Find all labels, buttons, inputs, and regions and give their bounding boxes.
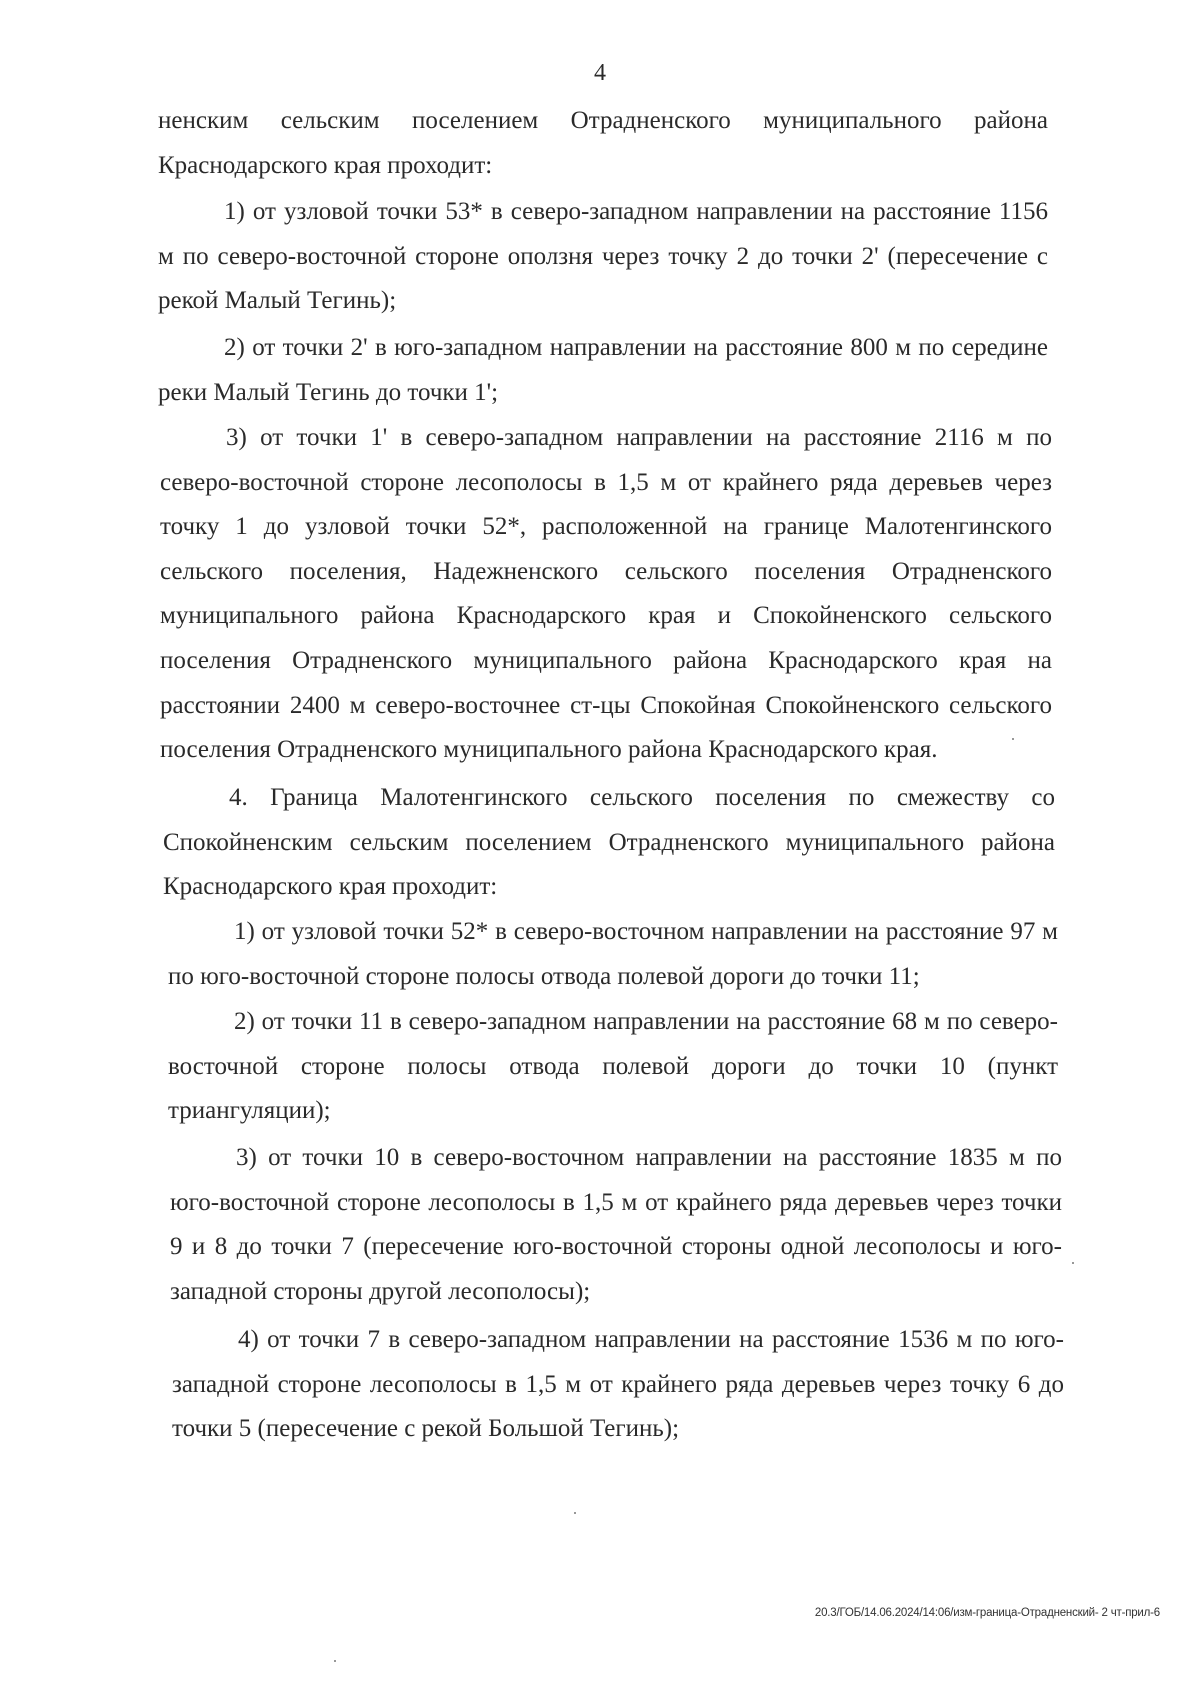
scan-speck xyxy=(1012,738,1014,740)
page-number: 4 xyxy=(594,60,606,86)
paragraph-item: 1) от узловой точки 53* в северо-западном направлении на расстояние 1156 м по северо-восточной стороне оползня через точку 2 до точки 2' (пересечение с рекой Малый Тегинь); xyxy=(158,198,1048,315)
document-footer-code: 20.3/ГОБ/14.06.2024/14:06/изм-граница-Отрадненский- 2 чт-прил-6 xyxy=(814,1607,1160,1619)
paragraph-continuation: ненским сельским поселением Отрадненского муниципального района Краснодарского края проходит: xyxy=(158,107,1048,179)
scan-speck xyxy=(334,1660,336,1662)
paragraph-section-4: 4. Граница Малотенгинского сельского поселения по смежеству со Спокойненским сельским поселением Отрадненского муниципального района Краснодарского края проходит: xyxy=(163,784,1055,901)
paragraph-item: 3) от точки 1' в северо-западном направлении на расстояние 2116 м по северо-восточной стороне лесополосы в 1,5 м от крайнего ряда деревьев через точку 1 до узловой точки 52*, расположенной на границе Малотенгинского сельского поселения, Надежненского сельского поселения Отрадненского муниципального района Краснодарского края и Спокойненского сельского поселения Отрадненского муниципального района Краснодарского края на расстоянии 2400 м северо-восточнее ст-цы Спокойная Спокойненского сельского поселения Отрадненского муниципального района Краснодарского края. xyxy=(160,424,1052,764)
scan-speck xyxy=(1072,1262,1074,1264)
scan-speck xyxy=(574,1512,576,1514)
paragraph-item: 4) от точки 7 в северо-западном направлении на расстояние 1536 м по юго-западной стороне лесополосы в 1,5 м от крайнего ряда деревьев через точку 6 до точки 5 (пересечение с рекой Большой Тегинь); xyxy=(172,1326,1064,1443)
paragraph-item: 3) от точки 10 в северо-восточном направлении на расстояние 1835 м по юго-восточной стороне лесополосы в 1,5 м от крайнего ряда деревьев через точки 9 и 8 до точки 7 (пересечение юго-восточной стороны одной лесополосы и юго-западной стороны другой лесополосы); xyxy=(170,1144,1062,1305)
paragraph-item: 2) от точки 11 в северо-западном направлении на расстояние 68 м по северо-восточной стороне полосы отвода полевой дороги до точки 10 (пункт триангуляции); xyxy=(168,1008,1058,1125)
paragraph-item: 2) от точки 2' в юго-западном направлении на расстояние 800 м по середине реки Малый Тегинь до точки 1'; xyxy=(158,334,1048,406)
paragraph-item: 1) от узловой точки 52* в северо-восточном направлении на расстояние 97 м по юго-восточной стороне полосы отвода полевой дороги до точки 11; xyxy=(168,918,1058,990)
